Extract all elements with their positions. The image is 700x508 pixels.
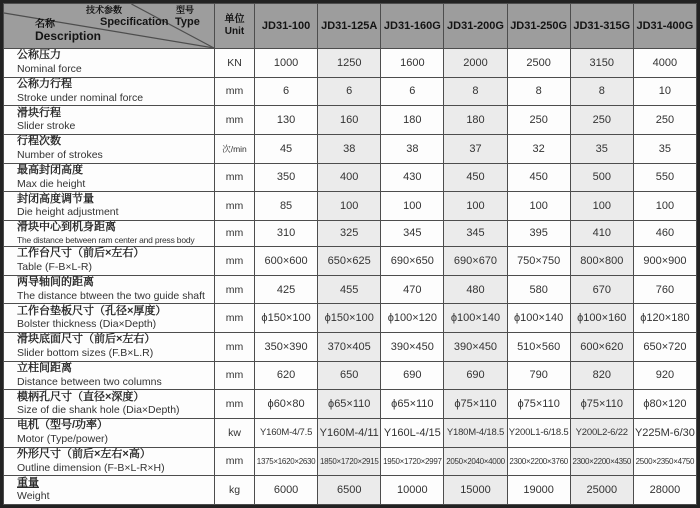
row-label-cn: 立柱间距离 [17, 362, 72, 375]
unit-cell: mm [215, 77, 255, 106]
row-label [4, 361, 215, 390]
table-row [4, 447, 697, 476]
value-cell: 690×650 [381, 247, 444, 276]
row-label-cn: 电机（型号/功率） [17, 419, 109, 432]
value-cell: 32 [507, 134, 570, 163]
value-cell: ϕ100×120 [381, 304, 444, 333]
value-cell: 6 [381, 77, 444, 106]
row-label [4, 163, 215, 192]
row-label [4, 192, 215, 221]
value-cell: 690 [444, 361, 507, 390]
value-cell: 550 [633, 163, 696, 192]
table-row [4, 476, 697, 505]
corner-name-cn: 名称 [35, 19, 55, 30]
unit-cell: mm [215, 220, 255, 246]
value-cell: 1950×1720×2997 [381, 447, 444, 476]
value-cell: 350×390 [255, 332, 318, 361]
unit-cell: kw [215, 418, 255, 447]
table-row [4, 275, 697, 304]
row-label-en: The distance between ram center and press body [17, 235, 195, 246]
spec-table-body [4, 49, 697, 505]
value-cell: ϕ65×110 [381, 390, 444, 419]
model-header-4: JD31-250G [507, 4, 570, 49]
value-cell: 6 [318, 77, 381, 106]
value-cell: 350 [255, 163, 318, 192]
row-label-cn: 滑块中心到机身距离 [17, 221, 116, 234]
row-label [4, 77, 215, 106]
value-cell: 35 [633, 134, 696, 163]
value-cell: 100 [507, 192, 570, 221]
value-cell: 690×670 [444, 247, 507, 276]
value-cell: 450 [444, 163, 507, 192]
value-cell: ϕ75×110 [570, 390, 633, 419]
row-label-en: The distance btween the two guide shaft [17, 289, 205, 302]
unit-cell: mm [215, 163, 255, 192]
value-cell: ϕ60×80 [255, 390, 318, 419]
value-cell: 500 [570, 163, 633, 192]
value-cell: 670 [570, 275, 633, 304]
value-cell: 2050×2040×4000 [444, 447, 507, 476]
value-cell: 820 [570, 361, 633, 390]
unit-cell: mm [215, 447, 255, 476]
value-cell: 480 [444, 275, 507, 304]
row-label-en: Motor (Type/power) [17, 433, 109, 446]
table-row [4, 192, 697, 221]
value-cell: 250 [633, 106, 696, 135]
row-label-cn: 工作台垫板尺寸（孔径×厚度） [17, 304, 167, 317]
corner-header-cell [4, 4, 215, 49]
unit-header-cn: 单位 [224, 14, 245, 25]
value-cell: 8 [570, 77, 633, 106]
row-label [4, 476, 215, 505]
value-cell: 37 [444, 134, 507, 163]
value-cell: 85 [255, 192, 318, 221]
row-label-en: Die height adjustment [17, 206, 119, 219]
row-label [4, 390, 215, 419]
value-cell: 390×450 [381, 332, 444, 361]
value-cell: 250 [570, 106, 633, 135]
value-cell: 510×560 [507, 332, 570, 361]
row-label [4, 332, 215, 361]
value-cell: 38 [381, 134, 444, 163]
row-label-cn: 两导轴间的距离 [17, 276, 94, 289]
value-cell: 130 [255, 106, 318, 135]
value-cell: ϕ150×100 [318, 304, 381, 333]
value-cell: 1850×1720×2915 [318, 447, 381, 476]
row-label-cn: 公称力行程 [17, 78, 72, 91]
value-cell: 15000 [444, 476, 507, 505]
value-cell: Y180M-4/18.5 [444, 418, 507, 447]
value-cell: 2500×2350×4750 [633, 447, 696, 476]
unit-cell: mm [215, 106, 255, 135]
row-label-cn: 滑块底面尺寸（前后×左右） [17, 333, 156, 346]
value-cell: ϕ75×110 [507, 390, 570, 419]
row-label-en: Nominal force [17, 63, 82, 76]
value-cell: 2300×2200×4350 [570, 447, 633, 476]
row-label-cn: 最高封闭高度 [17, 164, 83, 177]
value-cell: 400 [318, 163, 381, 192]
value-cell: 250 [507, 106, 570, 135]
value-cell: 100 [633, 192, 696, 221]
corner-spec-cn: 技术参数 [86, 5, 123, 15]
row-label [4, 220, 215, 246]
value-cell: 460 [633, 220, 696, 246]
value-cell: 6000 [255, 476, 318, 505]
row-label-en: Distance between two columns [17, 375, 162, 388]
unit-cell: mm [215, 304, 255, 333]
row-label-cn: 封闭高度调节量 [17, 192, 94, 205]
value-cell: 1600 [381, 49, 444, 78]
value-cell: 1375×1620×2630 [255, 447, 318, 476]
corner-name-en: Description [35, 29, 102, 43]
unit-header-en: Unit [224, 26, 245, 37]
model-header-3: JD31-200G [444, 4, 507, 49]
row-label-cn: 公称压力 [17, 49, 61, 62]
row-label-cn: 外形尺寸（前后×左右×高） [17, 448, 151, 460]
unit-cell: mm [215, 275, 255, 304]
row-label-en: Table (F-B×L-R) [17, 261, 92, 274]
corner-type-en: Type [175, 16, 200, 28]
value-cell: ϕ150×100 [255, 304, 318, 333]
value-cell: 345 [381, 220, 444, 246]
header-row [4, 4, 697, 49]
row-label-en: Size of die shank hole (Dia×Depth) [17, 404, 180, 417]
row-label-en: Bolster thickness (Dia×Depth) [17, 318, 157, 331]
value-cell: 100 [444, 192, 507, 221]
table-header [4, 4, 697, 49]
row-label-en: Number of strokes [17, 149, 103, 162]
value-cell: 3150 [570, 49, 633, 78]
value-cell: Y225M-6/30 [633, 418, 696, 447]
model-header-0: JD31-100 [255, 4, 318, 49]
value-cell: Y160M-4/11 [318, 418, 381, 447]
value-cell: 4000 [633, 49, 696, 78]
unit-cell: mm [215, 390, 255, 419]
corner-type-cn: 型号 [176, 5, 195, 15]
value-cell: 410 [570, 220, 633, 246]
value-cell: 390×450 [444, 332, 507, 361]
value-cell: 100 [570, 192, 633, 221]
table-row [4, 163, 697, 192]
value-cell: Y160M-4/7.5 [255, 418, 318, 447]
value-cell: 325 [318, 220, 381, 246]
value-cell: 2000 [444, 49, 507, 78]
value-cell: 900×900 [633, 247, 696, 276]
row-label-en: Weight [17, 490, 50, 503]
table-row [4, 361, 697, 390]
value-cell: 180 [381, 106, 444, 135]
unit-cell: mm [215, 361, 255, 390]
value-cell: 690 [381, 361, 444, 390]
unit-column-header [215, 4, 255, 49]
value-cell: ϕ100×140 [444, 304, 507, 333]
table-row [4, 106, 697, 135]
spec-table [3, 3, 697, 505]
row-label-en: Outline dimension (F-B×L-R×H) [17, 461, 165, 474]
unit-cell: kg [215, 476, 255, 505]
row-label-en: Slider bottom sizes (F.B×L.R) [17, 347, 154, 360]
value-cell: 600×620 [570, 332, 633, 361]
row-label [4, 134, 215, 163]
value-cell: 100 [318, 192, 381, 221]
unit-cell: mm [215, 192, 255, 221]
row-label [4, 275, 215, 304]
table-row [4, 220, 697, 246]
model-header-2: JD31-160G [381, 4, 444, 49]
value-cell: Y200L1-6/18.5 [507, 418, 570, 447]
value-cell: 38 [318, 134, 381, 163]
value-cell: 620 [255, 361, 318, 390]
value-cell: ϕ75×110 [444, 390, 507, 419]
value-cell: 600×600 [255, 247, 318, 276]
value-cell: 310 [255, 220, 318, 246]
unit-cell: 次/min [215, 134, 255, 163]
value-cell: 750×750 [507, 247, 570, 276]
value-cell: 650×625 [318, 247, 381, 276]
value-cell: ϕ100×160 [570, 304, 633, 333]
row-label-en: Stroke under nominal force [17, 91, 144, 104]
value-cell: 760 [633, 275, 696, 304]
row-label [4, 418, 215, 447]
table-row [4, 49, 697, 78]
value-cell: 450 [507, 163, 570, 192]
value-cell: ϕ65×110 [318, 390, 381, 419]
value-cell: Y160L-4/15 [381, 418, 444, 447]
value-cell: 790 [507, 361, 570, 390]
value-cell: 800×800 [570, 247, 633, 276]
value-cell: 6 [255, 77, 318, 106]
value-cell: 180 [444, 106, 507, 135]
value-cell: 100 [381, 192, 444, 221]
table-row [4, 390, 697, 419]
table-row [4, 134, 697, 163]
value-cell: 1250 [318, 49, 381, 78]
value-cell: 28000 [633, 476, 696, 505]
value-cell: 1000 [255, 49, 318, 78]
row-label-cn: 滑块行程 [17, 106, 61, 119]
row-label-cn: 重量 [17, 476, 39, 489]
value-cell: 430 [381, 163, 444, 192]
value-cell: Y200L2-6/22 [570, 418, 633, 447]
value-cell: 35 [570, 134, 633, 163]
value-cell: 370×405 [318, 332, 381, 361]
value-cell: 45 [255, 134, 318, 163]
row-label [4, 304, 215, 333]
table-row [4, 332, 697, 361]
model-header-5: JD31-315G [570, 4, 633, 49]
value-cell: 650 [318, 361, 381, 390]
table-row [4, 418, 697, 447]
row-label [4, 447, 215, 476]
row-label-cn: 工作台尺寸（前后×左右） [17, 247, 145, 260]
value-cell: ϕ80×120 [633, 390, 696, 419]
value-cell: 2300×2200×3760 [507, 447, 570, 476]
value-cell: 8 [444, 77, 507, 106]
row-label-cn: 行程次数 [17, 135, 61, 148]
value-cell: 470 [381, 275, 444, 304]
row-label-cn: 模柄孔尺寸（直径×深度） [17, 390, 145, 403]
value-cell: 8 [507, 77, 570, 106]
unit-cell: mm [215, 332, 255, 361]
row-label [4, 247, 215, 276]
value-cell: 19000 [507, 476, 570, 505]
value-cell: 580 [507, 275, 570, 304]
table-row [4, 247, 697, 276]
value-cell: 6500 [318, 476, 381, 505]
value-cell: 455 [318, 275, 381, 304]
value-cell: 10 [633, 77, 696, 106]
value-cell: 345 [444, 220, 507, 246]
value-cell: 425 [255, 275, 318, 304]
value-cell: 920 [633, 361, 696, 390]
row-label [4, 106, 215, 135]
value-cell: ϕ120×180 [633, 304, 696, 333]
unit-cell: KN [215, 49, 255, 78]
row-label-en: Slider stroke [17, 120, 76, 133]
value-cell: 10000 [381, 476, 444, 505]
value-cell: 650×720 [633, 332, 696, 361]
table-row [4, 304, 697, 333]
table-row [4, 77, 697, 106]
model-header-6: JD31-400G [633, 4, 696, 49]
corner-spec-en: Specification [100, 16, 169, 28]
value-cell: 25000 [570, 476, 633, 505]
model-header-1: JD31-125A [318, 4, 381, 49]
unit-cell: mm [215, 247, 255, 276]
value-cell: 2500 [507, 49, 570, 78]
value-cell: 160 [318, 106, 381, 135]
row-label-en: Max die height [17, 177, 86, 190]
value-cell: 395 [507, 220, 570, 246]
row-label [4, 49, 215, 78]
value-cell: ϕ100×140 [507, 304, 570, 333]
